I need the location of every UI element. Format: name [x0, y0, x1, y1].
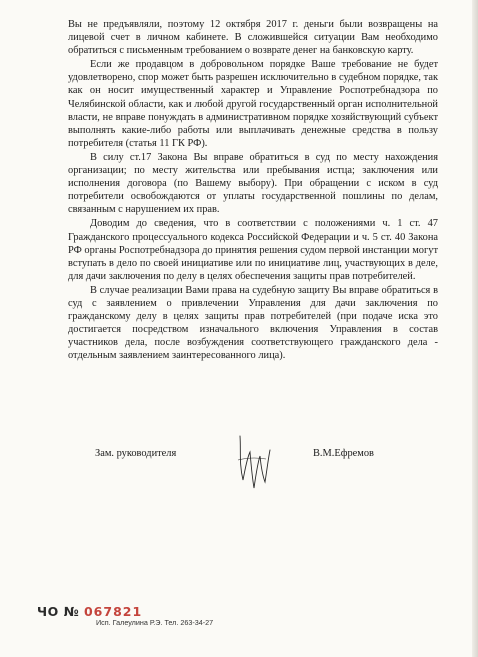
signer-name: В.М.Ефремов [313, 448, 374, 459]
paragraph-4: Доводим до сведения, что в соответствии с положениями ч. 1 ст. 47 Гражданского процессуального кодекса Российской Федерации и ч. 5 ст. 40 Закона РФ органы Роспотребнадзора до принятия решения судом первой инстанции могут вступать в дело по своей инициативе или по инициативе лиц, участвующих в деле, для дачи заключения по делу в целях обеспечения защиты прав потребителей. [68, 218, 438, 282]
letter-body [68, 18, 438, 363]
signer-position: Зам. руководителя [95, 448, 177, 459]
handwritten-signature [232, 430, 274, 494]
paragraph-3: В силу ст.17 Закона Вы вправе обратиться в суд по месту нахождения организации; по месту жительства или пребывания истца; заключения или исполнения договора (по Вашему выбору). При обращении с иском в суд потребители освобождаются от уплаты государственной пошлины по делам, связанным с нарушением их прав. [68, 151, 438, 216]
serial-prefix: ЧО № [37, 604, 80, 619]
page-edge [472, 0, 478, 657]
serial-number: 067821 [83, 604, 143, 619]
executor-line: Исп. Галеулина Р.Э. Тел. 263-34-27 [96, 618, 214, 627]
paragraph-5: В случае реализации Вами права на судебную защиту Вы вправе обратиться в суд с заявлением о привлечении Управления для дачи заключения по гражданскому делу в целях защиты прав потребителей (при подаче иска это достигается посредством изначального включения Управления в состав участников дела, после возбуждения соответствующего гражданского дела - отдельным заявлением заинтересованного лица). [68, 284, 438, 362]
paragraph-1: Вы не предъявляли, поэтому 12 октября 2017 г. деньги были возвращены на лицевой счет в личном кабинете. В сложившейся ситуации Вам необходимо обратиться с письменным требованием о возврате денег на банковскую карту. [68, 19, 438, 57]
paragraph-2: Если же продавцом в добровольном порядке Ваше требование не будет удовлетворено, спор может быть разрешен исключительно в судебном порядке, так как он носит имущественный характер и Управление Роспотребнадзора по Челябинской области, как и любой другой государственный орган исполнительной власти, не вправе понуждать в административном порядке хозяйствующий субъект выполнять какие-либо работы или выплачивать денежные средства в пользу потребителя (статья 11 ГК РФ). [68, 59, 438, 149]
form-serial-number [37, 604, 142, 619]
